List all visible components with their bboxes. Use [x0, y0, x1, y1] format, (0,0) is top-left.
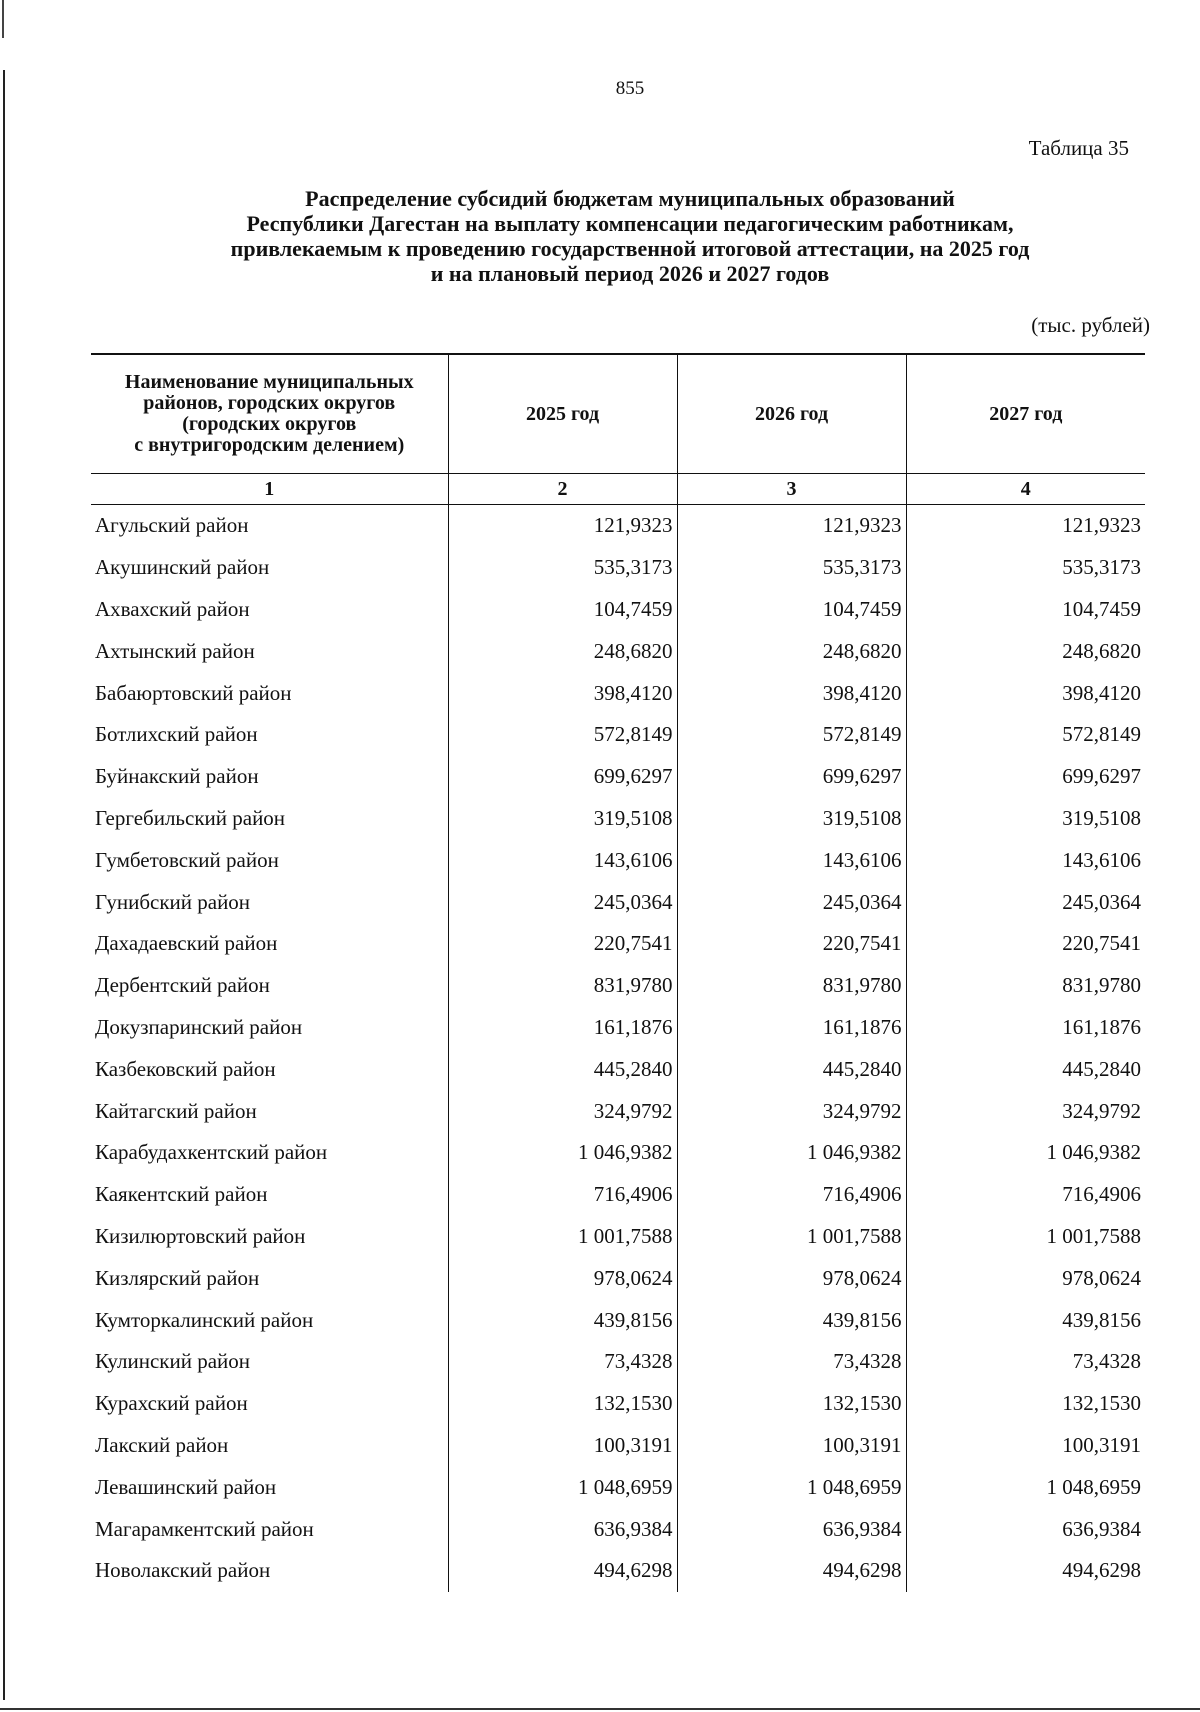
district-name: Агульский район — [95, 513, 249, 538]
column-number: 3 — [677, 474, 906, 505]
column-header-2027: 2027 год — [906, 354, 1145, 474]
value-2025: 220,7541 — [448, 923, 677, 965]
table-row — [91, 756, 1145, 798]
value-2027: 1 048,6959 — [906, 1466, 1145, 1508]
table-row — [91, 1508, 1145, 1550]
value-2026: 248,6820 — [677, 630, 906, 672]
value-2025: 445,2840 — [448, 1048, 677, 1090]
subsidy-table — [91, 353, 1145, 1592]
district-name: Кайтагский район — [95, 1098, 257, 1123]
table-row — [91, 1048, 1145, 1090]
value-2027: 445,2840 — [906, 1048, 1145, 1090]
column-number-row — [91, 474, 1145, 505]
value-2025: 324,9792 — [448, 1090, 677, 1132]
value-2026: 324,9792 — [677, 1090, 906, 1132]
district-name: Лакский район — [95, 1432, 229, 1457]
value-2025: 100,3191 — [448, 1425, 677, 1467]
header-line: Наименование муниципальных — [124, 371, 414, 393]
table-row — [91, 547, 1145, 589]
value-2026: 1 001,7588 — [677, 1216, 906, 1258]
value-2026: 104,7459 — [677, 589, 906, 631]
value-2025: 73,4328 — [448, 1341, 677, 1383]
value-2025: 121,9323 — [448, 505, 677, 547]
value-2026: 398,4120 — [677, 672, 906, 714]
district-name: Левашинский район — [95, 1474, 277, 1499]
table-row — [91, 1383, 1145, 1425]
value-2026: 535,3173 — [677, 547, 906, 589]
column-number: 4 — [906, 474, 1145, 505]
value-2025: 245,0364 — [448, 881, 677, 923]
table-row — [91, 1174, 1145, 1216]
value-2026: 699,6297 — [677, 756, 906, 798]
value-2025: 161,1876 — [448, 1007, 677, 1049]
value-2026: 73,4328 — [677, 1341, 906, 1383]
table-row — [91, 1257, 1145, 1299]
table-row — [91, 1550, 1145, 1592]
value-2025: 1 046,9382 — [448, 1132, 677, 1174]
value-2026: 100,3191 — [677, 1425, 906, 1467]
table-row — [91, 881, 1145, 923]
value-2027: 572,8149 — [906, 714, 1145, 756]
table-row — [91, 965, 1145, 1007]
district-name: Казбековский район — [95, 1056, 276, 1081]
value-2027: 439,8156 — [906, 1299, 1145, 1341]
value-2027: 1 046,9382 — [906, 1132, 1145, 1174]
value-2026: 978,0624 — [677, 1257, 906, 1299]
district-name: Магарамкентский район — [95, 1516, 314, 1541]
table-row — [91, 1341, 1145, 1383]
value-2026: 319,5108 — [677, 798, 906, 840]
header-line: районов, городских округов — [143, 392, 396, 414]
value-2027: 1 001,7588 — [906, 1216, 1145, 1258]
value-2025: 398,4120 — [448, 672, 677, 714]
unit-note: (тыс. рублей) — [1031, 313, 1150, 337]
column-number: 2 — [448, 474, 677, 505]
value-2027: 121,9323 — [906, 505, 1145, 547]
value-2026: 161,1876 — [677, 1007, 906, 1049]
district-name: Докузпаринский район — [95, 1014, 303, 1039]
district-name: Карабудахкентский район — [95, 1140, 328, 1165]
table-row — [91, 505, 1145, 547]
district-name: Кизилюртовский район — [95, 1223, 306, 1248]
value-2025: 104,7459 — [448, 589, 677, 631]
value-2027: 535,3173 — [906, 547, 1145, 589]
district-name: Кумторкалинский район — [95, 1307, 314, 1332]
value-2025: 248,6820 — [448, 630, 677, 672]
value-2025: 699,6297 — [448, 756, 677, 798]
column-header-2026: 2026 год — [677, 354, 906, 474]
value-2026: 716,4906 — [677, 1174, 906, 1216]
table-row — [91, 1466, 1145, 1508]
value-2026: 439,8156 — [677, 1299, 906, 1341]
value-2027: 143,6106 — [906, 839, 1145, 881]
district-name: Ахвахский район — [95, 596, 250, 621]
table-row — [91, 714, 1145, 756]
table-row — [91, 1425, 1145, 1467]
value-2027: 699,6297 — [906, 756, 1145, 798]
district-name: Новолакский район — [95, 1558, 271, 1583]
table-row — [91, 1299, 1145, 1341]
value-2026: 1 048,6959 — [677, 1466, 906, 1508]
title-line: и на плановый период 2026 и 2027 годов — [430, 261, 830, 286]
district-name: Ботлихский район — [95, 722, 258, 747]
value-2027: 73,4328 — [906, 1341, 1145, 1383]
table-row — [91, 630, 1145, 672]
table-row — [91, 1132, 1145, 1174]
district-name: Дахадаевский район — [95, 931, 278, 956]
column-header-2025: 2025 год — [448, 354, 677, 474]
table-row — [91, 923, 1145, 965]
value-2025: 535,3173 — [448, 547, 677, 589]
value-2025: 572,8149 — [448, 714, 677, 756]
district-name: Каякентский район — [95, 1182, 268, 1207]
header-row — [91, 354, 1145, 474]
district-name: Кизлярский район — [95, 1265, 260, 1290]
page-number: 855 — [615, 78, 645, 99]
value-2025: 831,9780 — [448, 965, 677, 1007]
district-name: Гумбетовский район — [95, 847, 279, 872]
value-2027: 636,9384 — [906, 1508, 1145, 1550]
value-2027: 245,0364 — [906, 881, 1145, 923]
value-2025: 1 001,7588 — [448, 1216, 677, 1258]
value-2026: 132,1530 — [677, 1383, 906, 1425]
value-2027: 324,9792 — [906, 1090, 1145, 1132]
value-2027: 220,7541 — [906, 923, 1145, 965]
table-row — [91, 1216, 1145, 1258]
value-2025: 716,4906 — [448, 1174, 677, 1216]
value-2027: 831,9780 — [906, 965, 1145, 1007]
district-name: Ахтынский район — [95, 638, 255, 663]
district-name: Бабаюртовский район — [95, 680, 292, 705]
value-2026: 121,9323 — [677, 505, 906, 547]
table-row — [91, 672, 1145, 714]
district-name: Кулинский район — [95, 1349, 251, 1374]
value-2026: 636,9384 — [677, 1508, 906, 1550]
table-body — [91, 505, 1145, 1592]
value-2027: 132,1530 — [906, 1383, 1145, 1425]
header-line: с внутригородским делением) — [134, 434, 405, 456]
district-name: Буйнакский район — [95, 764, 259, 789]
value-2027: 161,1876 — [906, 1007, 1145, 1049]
table-row — [91, 1007, 1145, 1049]
value-2025: 143,6106 — [448, 839, 677, 881]
value-2025: 978,0624 — [448, 1257, 677, 1299]
scan-edge-left — [3, 70, 5, 1700]
column-number: 1 — [91, 474, 448, 505]
table-row — [91, 839, 1145, 881]
title-line: привлекаемым к проведению государственной итоговой аттестации, на 2025 год — [230, 236, 1030, 261]
value-2026: 245,0364 — [677, 881, 906, 923]
district-name: Акушинский район — [95, 555, 270, 580]
column-header-name — [91, 354, 448, 474]
value-2027: 494,6298 — [906, 1550, 1145, 1592]
value-2026: 831,9780 — [677, 965, 906, 1007]
value-2025: 132,1530 — [448, 1383, 677, 1425]
district-name: Курахский район — [95, 1391, 248, 1416]
value-2026: 494,6298 — [677, 1550, 906, 1592]
title-line: Распределение субсидий бюджетам муниципальных образований — [305, 186, 955, 211]
value-2025: 494,6298 — [448, 1550, 677, 1592]
value-2026: 220,7541 — [677, 923, 906, 965]
value-2027: 978,0624 — [906, 1257, 1145, 1299]
district-name: Гергебильский район — [95, 805, 286, 830]
value-2026: 1 046,9382 — [677, 1132, 906, 1174]
header-line: (городских округов — [182, 413, 357, 435]
value-2025: 439,8156 — [448, 1299, 677, 1341]
scan-edge-bottom — [0, 1708, 1200, 1710]
scan-edge-top — [2, 0, 4, 38]
value-2027: 398,4120 — [906, 672, 1145, 714]
table-label: Таблица 35 — [1028, 136, 1129, 160]
document-title — [100, 186, 1160, 286]
value-2026: 445,2840 — [677, 1048, 906, 1090]
value-2025: 319,5108 — [448, 798, 677, 840]
table-row — [91, 589, 1145, 631]
value-2027: 716,4906 — [906, 1174, 1145, 1216]
title-line: Республики Дагестан на выплату компенсации педагогическим работникам, — [246, 211, 1014, 236]
value-2026: 143,6106 — [677, 839, 906, 881]
district-name: Гунибский район — [95, 889, 251, 914]
table-row — [91, 798, 1145, 840]
value-2025: 636,9384 — [448, 1508, 677, 1550]
value-2027: 319,5108 — [906, 798, 1145, 840]
value-2027: 248,6820 — [906, 630, 1145, 672]
district-name: Дербентский район — [95, 973, 270, 998]
value-2025: 1 048,6959 — [448, 1466, 677, 1508]
table-row — [91, 1090, 1145, 1132]
value-2026: 572,8149 — [677, 714, 906, 756]
value-2027: 100,3191 — [906, 1425, 1145, 1467]
value-2027: 104,7459 — [906, 589, 1145, 631]
